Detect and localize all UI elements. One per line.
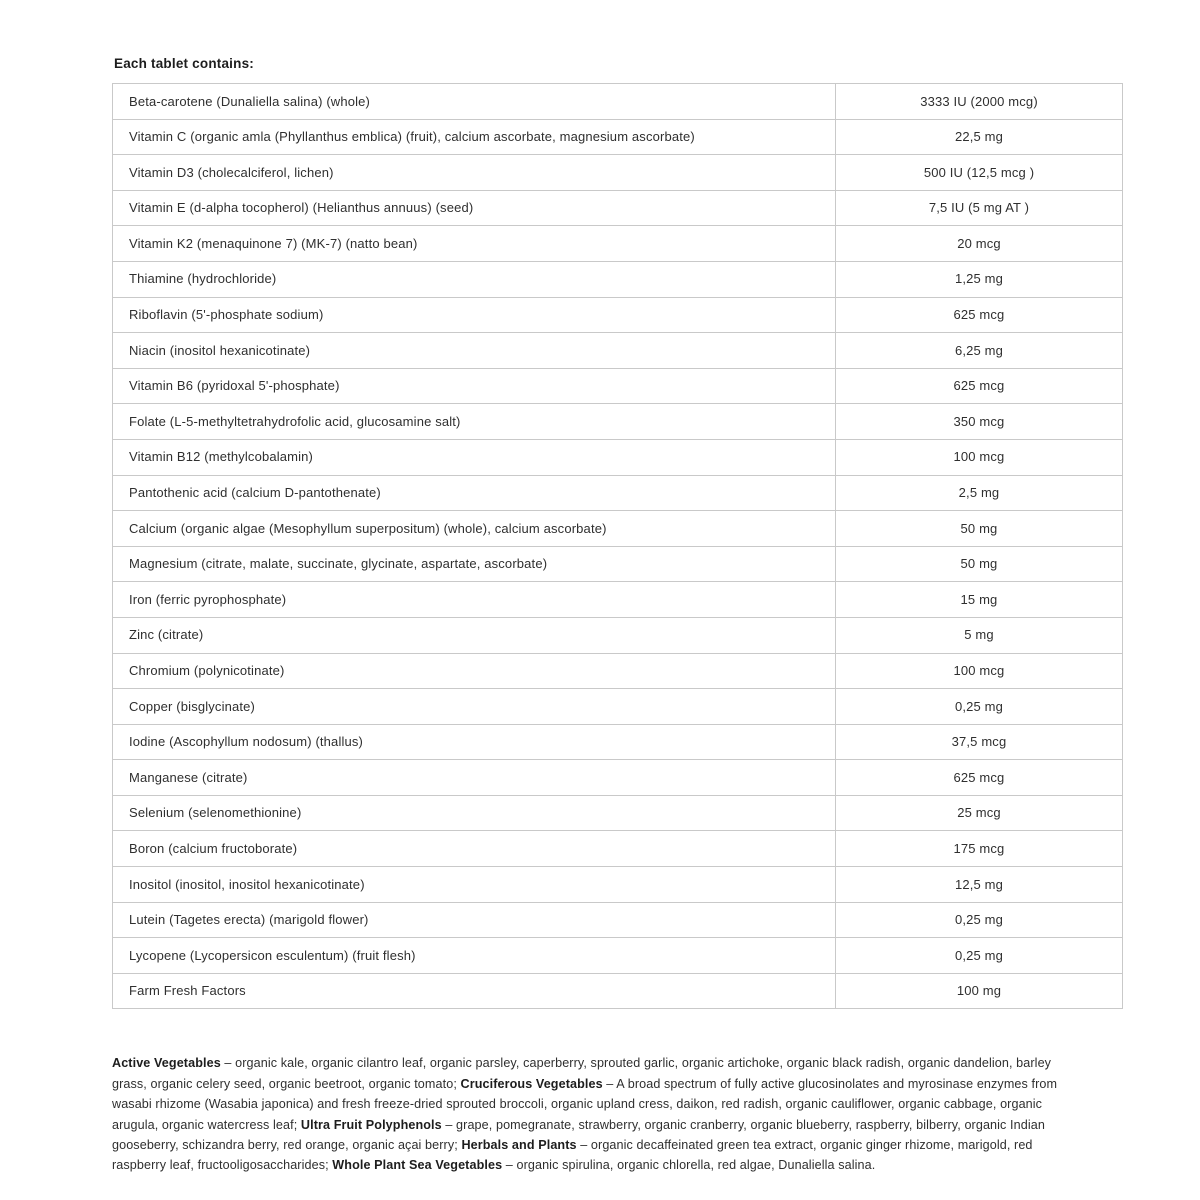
ingredient-name: Iron (ferric pyrophosphate) — [113, 582, 836, 618]
ingredient-amount: 1,25 mg — [836, 261, 1123, 297]
ingredient-name: Pantothenic acid (calcium D-pantothenate) — [113, 475, 836, 511]
ingredient-name: Vitamin B12 (methylcobalamin) — [113, 439, 836, 475]
table-row — [113, 582, 1123, 618]
ingredient-amount: 175 mcg — [836, 831, 1123, 867]
table-row — [113, 404, 1123, 440]
ingredient-amount: 625 mcg — [836, 760, 1123, 796]
ingredient-amount: 100 mg — [836, 973, 1123, 1009]
footnote-text: – grape, pomegranate, strawberry, organic cranberry, organic blueberry, raspberry, bilberry, organic Indian gooseberry, schizandra berry, red orange, organic açai berry; — [112, 1117, 1045, 1152]
ingredient-name: Vitamin B6 (pyridoxal 5'-phosphate) — [113, 368, 836, 404]
ingredient-name: Vitamin C (organic amla (Phyllanthus emblica) (fruit), calcium ascorbate, magnesium ascorbate) — [113, 119, 836, 155]
footnote-category-label: Whole Plant Sea Vegetables — [332, 1158, 503, 1173]
ingredient-amount: 7,5 IU (5 mg AT ) — [836, 190, 1123, 226]
ingredient-amount: 37,5 mcg — [836, 724, 1123, 760]
footnote-text: – organic spirulina, organic chlorella, red algae, Dunaliella salina. — [502, 1158, 876, 1173]
table-row — [113, 724, 1123, 760]
footnote-category-label: Herbals and Plants — [461, 1138, 577, 1152]
ingredient-name: Vitamin K2 (menaquinone 7) (MK-7) (natto bean) — [113, 226, 836, 262]
table-row — [113, 795, 1123, 831]
table-row — [113, 475, 1123, 511]
table-row — [113, 760, 1123, 796]
ingredient-amount: 12,5 mg — [836, 867, 1123, 903]
table-row — [113, 297, 1123, 333]
footnote-category-label: Ultra Fruit Polyphenols — [300, 1117, 442, 1132]
table-row — [113, 867, 1123, 903]
table-row — [113, 119, 1123, 155]
ingredient-name: Riboflavin (5'-phosphate sodium) — [113, 297, 836, 333]
ingredient-blend-footnote — [112, 1053, 1088, 1175]
table-row — [113, 368, 1123, 404]
ingredient-name: Chromium (polynicotinate) — [113, 653, 836, 689]
table-row — [113, 261, 1123, 297]
table-row — [113, 84, 1123, 120]
table-row — [113, 653, 1123, 689]
ingredient-amount: 350 mcg — [836, 404, 1123, 440]
ingredient-amount: 625 mcg — [836, 297, 1123, 333]
ingredient-name: Lutein (Tagetes erecta) (marigold flower) — [113, 902, 836, 938]
ingredient-name: Magnesium (citrate, malate, succinate, glycinate, aspartate, ascorbate) — [113, 546, 836, 582]
ingredient-amount: 6,25 mg — [836, 333, 1123, 369]
table-row — [113, 546, 1123, 582]
table-row — [113, 155, 1123, 191]
ingredient-amount: 0,25 mg — [836, 689, 1123, 725]
ingredient-name: Calcium (organic algae (Mesophyllum superpositum) (whole), calcium ascorbate) — [113, 511, 836, 547]
table-row — [113, 902, 1123, 938]
ingredients-table-body — [113, 84, 1123, 1009]
ingredient-name: Vitamin D3 (cholecalciferol, lichen) — [113, 155, 836, 191]
ingredient-amount: 0,25 mg — [836, 938, 1123, 974]
table-row — [113, 511, 1123, 547]
ingredient-amount: 100 mcg — [836, 439, 1123, 475]
table-row — [113, 226, 1123, 262]
table-row — [113, 938, 1123, 974]
ingredient-name: Manganese (citrate) — [113, 760, 836, 796]
ingredient-name: Iodine (Ascophyllum nodosum) (thallus) — [113, 724, 836, 760]
ingredient-amount: 2,5 mg — [836, 475, 1123, 511]
ingredient-name: Selenium (selenomethionine) — [113, 795, 836, 831]
ingredient-amount: 500 IU (12,5 mcg ) — [836, 155, 1123, 191]
table-row — [113, 190, 1123, 226]
ingredient-name: Farm Fresh Factors — [113, 973, 836, 1009]
footnote-category-label: Active Vegetables — [112, 1056, 221, 1071]
ingredient-amount: 50 mg — [836, 511, 1123, 547]
ingredient-amount: 22,5 mg — [836, 119, 1123, 155]
ingredient-amount: 25 mcg — [836, 795, 1123, 831]
ingredient-amount: 100 mcg — [836, 653, 1123, 689]
ingredient-name: Lycopene (Lycopersicon esculentum) (fruit flesh) — [113, 938, 836, 974]
ingredient-amount: 20 mcg — [836, 226, 1123, 262]
ingredient-name: Zinc (citrate) — [113, 617, 836, 653]
table-row — [113, 831, 1123, 867]
ingredient-amount: 0,25 mg — [836, 902, 1123, 938]
page-title: Each tablet contains: — [114, 56, 254, 71]
ingredient-name: Niacin (inositol hexanicotinate) — [113, 333, 836, 369]
ingredient-name: Beta-carotene (Dunaliella salina) (whole) — [113, 84, 836, 120]
table-row — [113, 439, 1123, 475]
ingredient-amount: 50 mg — [836, 546, 1123, 582]
table-row — [113, 333, 1123, 369]
ingredient-amount: 625 mcg — [836, 368, 1123, 404]
ingredient-name: Folate (L-5-methyltetrahydrofolic acid, glucosamine salt) — [113, 404, 836, 440]
table-row — [113, 689, 1123, 725]
footnote-category-label: Cruciferous Vegetables — [460, 1076, 603, 1091]
ingredient-name: Vitamin E (d-alpha tocopherol) (Helianthus annuus) (seed) — [113, 190, 836, 226]
ingredient-amount: 5 mg — [836, 617, 1123, 653]
footnote-text: – organic decaffeinated green tea extract, organic ginger rhizome, marigold, red raspberry leaf, fructooligosaccharides; — [112, 1138, 1033, 1173]
ingredient-name: Boron (calcium fructoborate) — [113, 831, 836, 867]
ingredient-amount: 15 mg — [836, 582, 1123, 618]
footnote-text: – A broad spectrum of fully active glucosinolates and myrosinase enzymes from wasabi rhizome (Wasabia japonica) and fresh freeze-dried sprouted broccoli, organic upland cress, daikon, red radish, organic cauliflower, organic cabbage, organic arugula, organic watercress leaf; — [112, 1076, 1058, 1132]
ingredient-name: Inositol (inositol, inositol hexanicotinate) — [113, 867, 836, 903]
footnote-text: – organic kale, organic cilantro leaf, organic parsley, caperberry, sprouted garlic, organic artichoke, organic black radish, organic dandelion, barley grass, organic celery seed, organic beetroot, organic tomato; — [112, 1056, 1052, 1091]
ingredient-name: Copper (bisglycinate) — [113, 689, 836, 725]
table-row — [113, 617, 1123, 653]
table-row — [113, 973, 1123, 1009]
ingredient-name: Thiamine (hydrochloride) — [113, 261, 836, 297]
ingredients-table — [112, 83, 1123, 1009]
ingredient-amount: 3333 IU (2000 mcg) — [836, 84, 1123, 120]
